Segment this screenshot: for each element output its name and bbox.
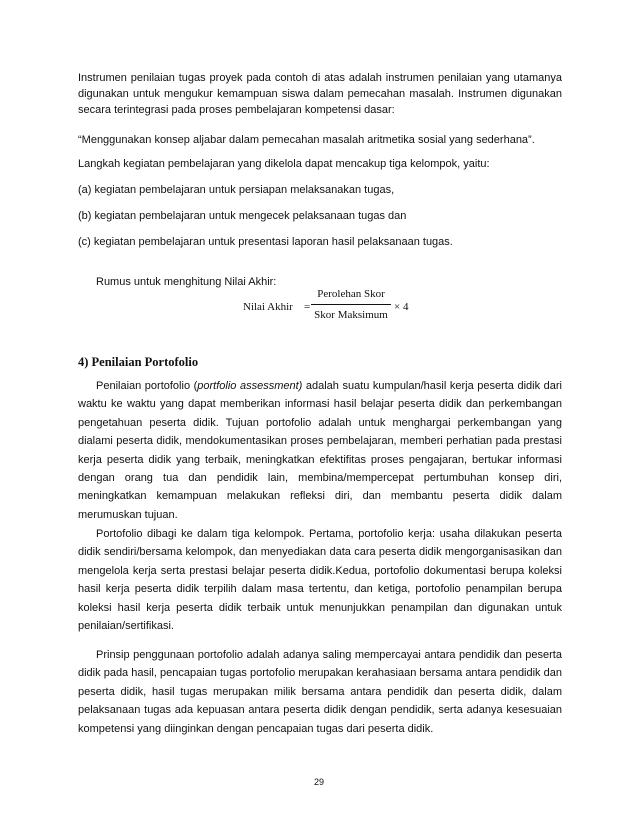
quote-kompetensi-dasar: “Menggunakan konsep aljabar dalam pemecahan masalah aritmetika sosial yang sederhana”.: [78, 134, 535, 146]
paragraph-2-italic-term: portfolio assessment): [197, 380, 303, 392]
section-heading: 4) Penilaian Portofolio: [78, 355, 199, 369]
step-item-c: (c) kegiatan pembelajaran untuk presentasi laporan hasil pelaksanaan tugas.: [78, 236, 453, 248]
paragraph-prinsip-portofolio: Prinsip penggunaan portofolio adalah adanya saling mempercayai antara pendidik dan peserta didik pada hasil, pencapaian tugas portofolio merupakan kerahasiaan bersama antara pendidik dan peserta didik, hasil tugas merupakan milik bersama antara pendidik dan peserta didik, dalam pelaksanaan tugas ada kepuasan antara peserta didik dengan pendidik, serta adanya kesesuaian kompetensi yang diinginkan dengan pencapaian tugas dari peserta didik.: [78, 649, 562, 735]
step-item-b: (b) kegiatan pembelajaran untuk mengecek pelaksanaan tugas dan: [78, 210, 407, 222]
paragraph-2-text-start: Penilaian portofolio (: [96, 380, 198, 392]
steps-intro: Langkah kegiatan pembelajaran yang dikelola dapat mencakup tiga kelompok, yaitu:: [78, 158, 490, 170]
formula-equals: =: [304, 301, 311, 313]
formula-intro: Rumus untuk menghitung Nilai Akhir:: [96, 276, 277, 288]
formula-factor: 4: [403, 301, 409, 313]
paragraph-instrumen: Instrumen penilaian tugas proyek pada contoh di atas adalah instrumen penilaian yang utamanya digunakan untuk mengukur kemampuan siswa dalam pemecahan masalah. Instrumen digunakan secara terintegrasi pada proses pembelajaran kompetensi dasar:: [78, 72, 562, 116]
formula-numerator: Perolehan Skor: [317, 288, 385, 300]
fraction-bar: [311, 304, 391, 305]
formula-lhs: Nilai Akhir: [243, 301, 293, 313]
formula-denominator: Skor Maksimum: [314, 309, 388, 321]
step-item-a: (a) kegiatan pembelajaran untuk persiapan melaksanakan tugas,: [78, 184, 395, 196]
formula-times: ×: [394, 301, 401, 313]
paragraph-2-text-rest: adalah suatu kumpulan/hasil kerja peserta didik dari waktu ke waktu yang dapat memberikan informasi hasil belajar peserta didik dan perkembangan pengetahuan peserta didik. Tujuan portofolio adalah untuk menghargai perkembangan yang dialami peserta didik, mendokumentasikan proses pembelajaran, memberi perhatian pada prestasi kerja peserta didik yang terbaik, meningkatkan efektifitas proses pengajaran, bertukar informasi dengan orang tua dan pendidik lain, membina/mempercepat pertumbuhan konsep diri, meningkatkan kemampuan melakukan refleksi diri, dan membantu peserta didik dalam merumuskan tujuan.: [78, 380, 562, 521]
paragraph-kelompok-portofolio: Portofolio dibagi ke dalam tiga kelompok. Pertama, portofolio kerja: usaha dilakukan peserta didik sendiri/bersama kelompok, dan menyediakan data cara peserta didik mengorganisasikan dan mengelola kerja serta prestasi belajar peserta didik.Kedua, portofolio dokumentasi berupa koleksi hasil kerja peserta didik terpilih dalam masa tertentu, dan ketiga, portofolio penampilan berupa koleksi hasil kerja peserta didik terbaik untuk menunjukkan penampilan dan digunakan untuk penilaian/sertifikasi.: [78, 528, 562, 633]
page-number: 29: [313, 777, 324, 787]
paragraph-penilaian-portofolio: [78, 377, 562, 524]
